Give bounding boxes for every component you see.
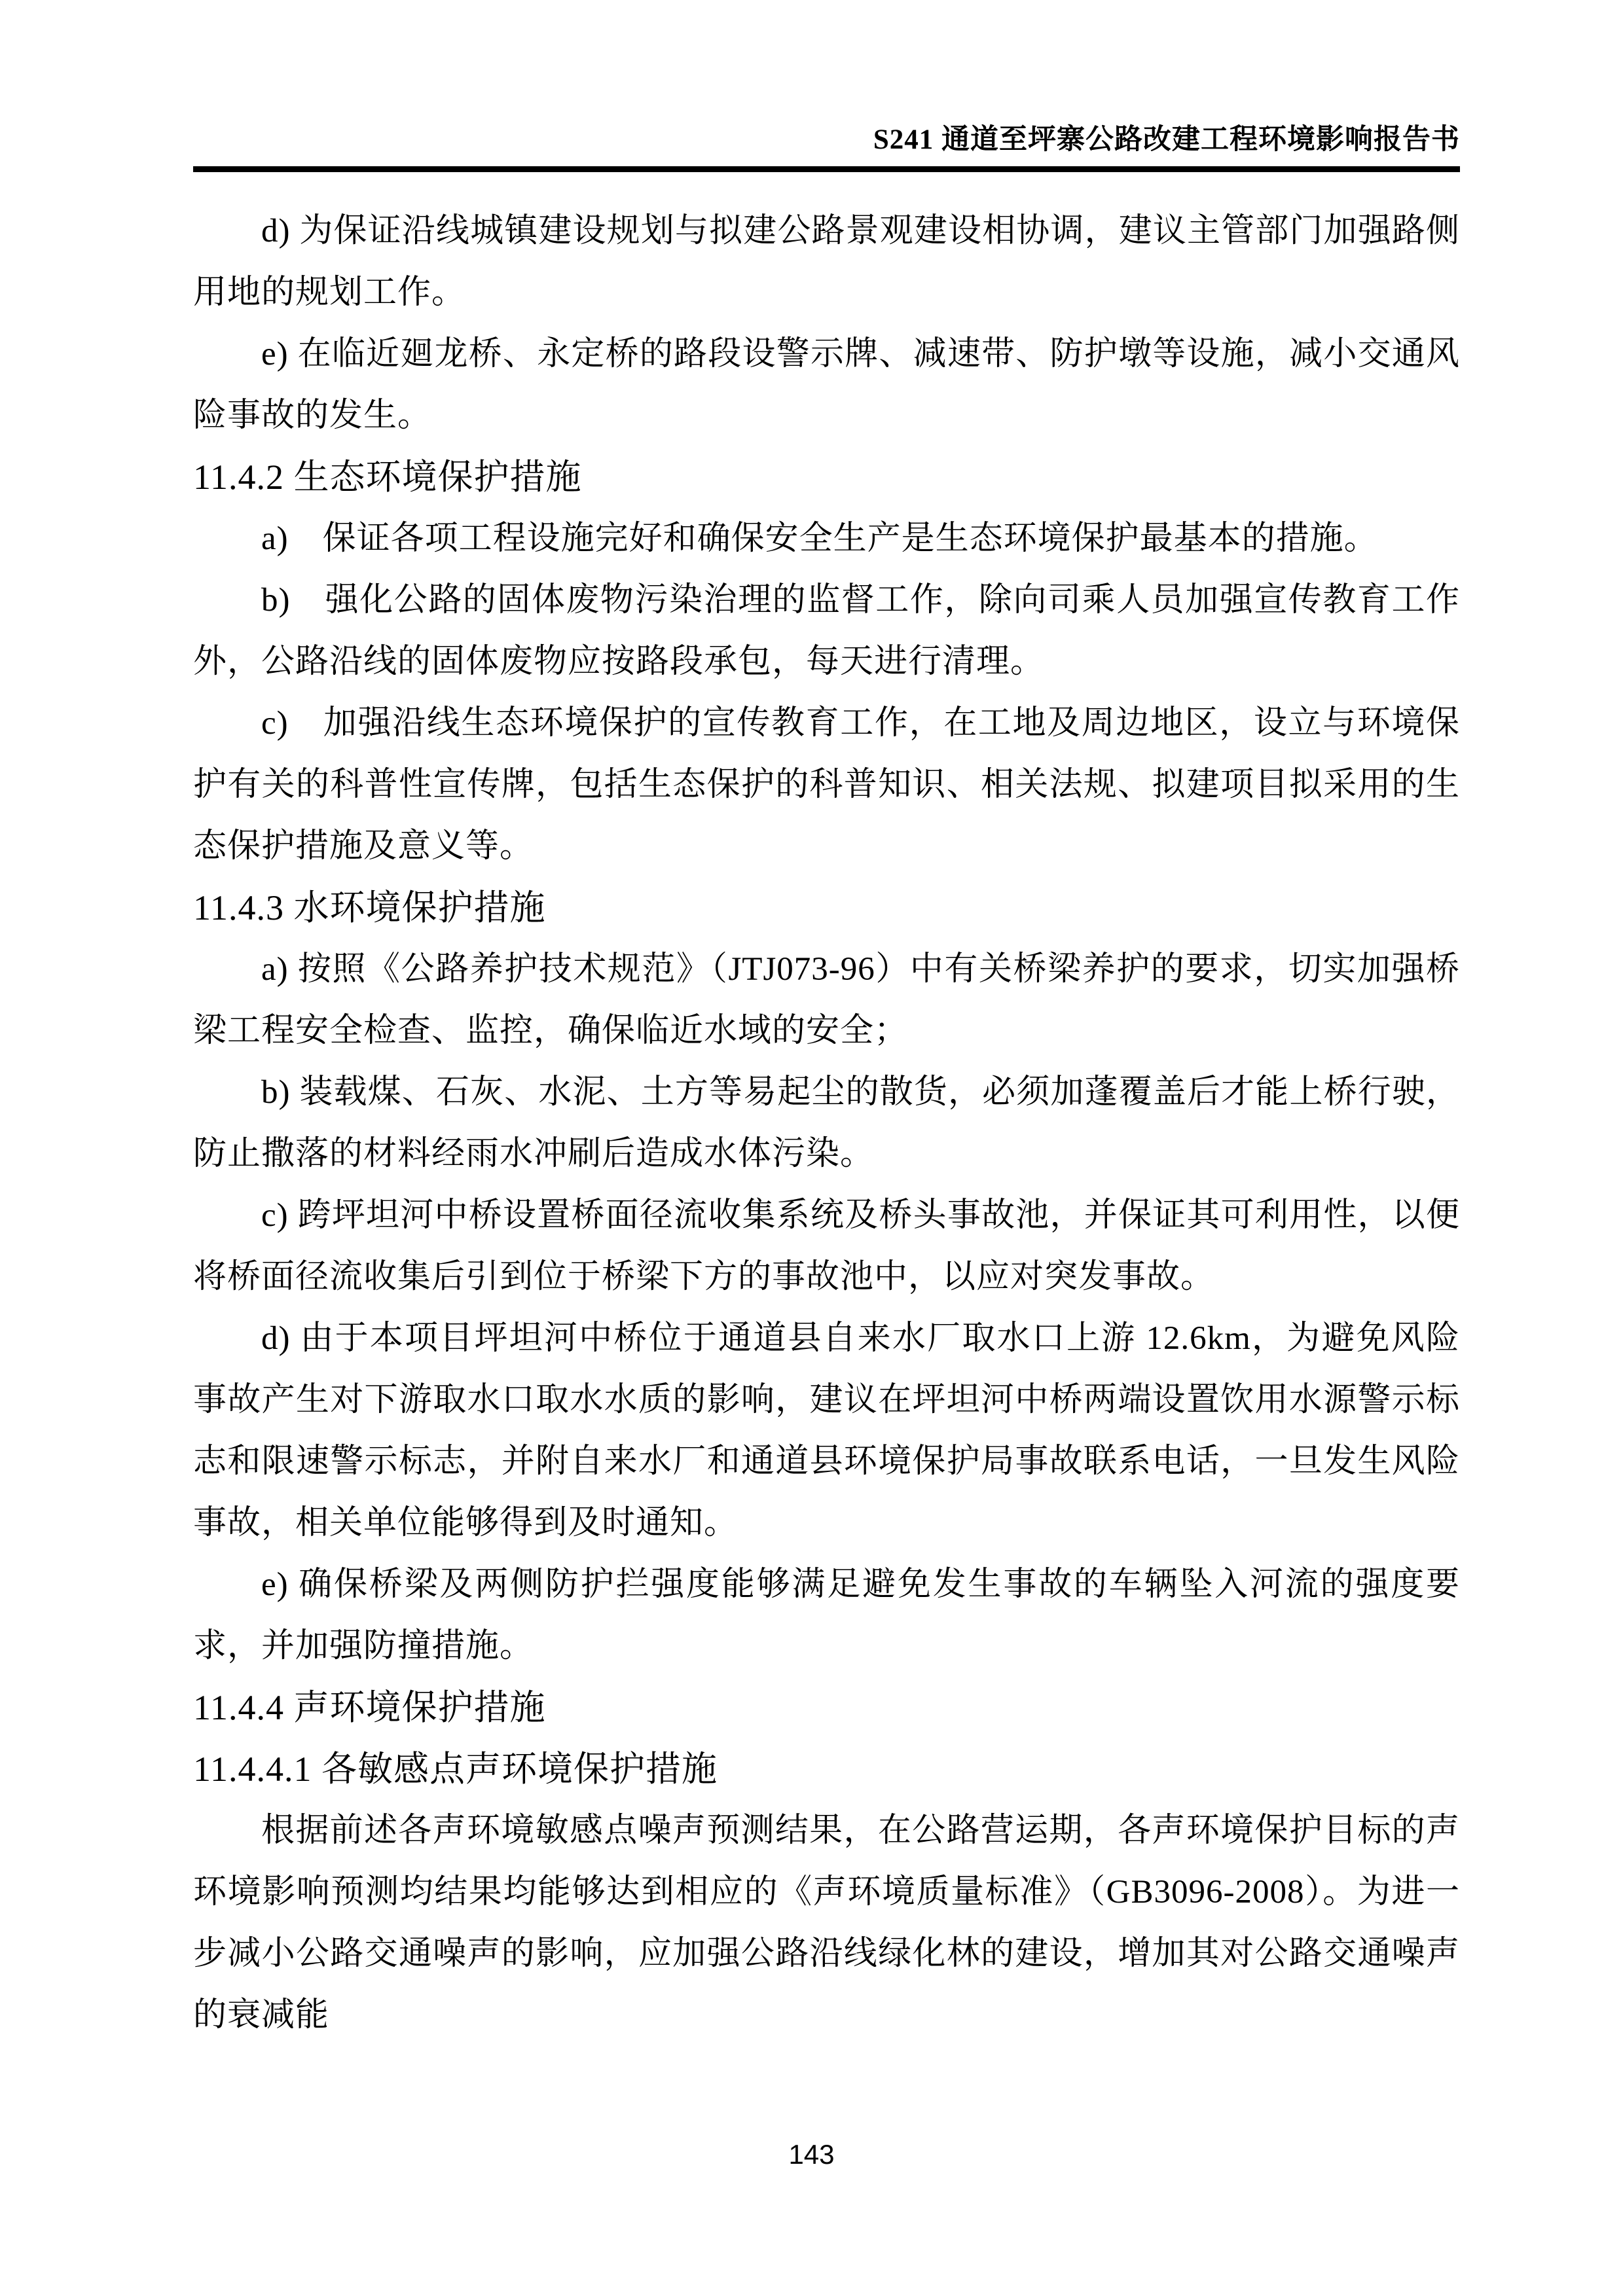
page-header-title: S241 通道至坪寨公路改建工程环境影响报告书 [193,122,1460,172]
section-heading: 11.4.3 水环境保护措施 [193,888,546,927]
body-paragraph: e) 在临近廻龙桥、永定桥的路段设警示牌、减速带、防护墩等设施，减小交通风险事故的发生。 [193,336,1460,434]
body-paragraph: d) 由于本项目坪坦河中桥位于通道县自来水厂取水口上游 12.6km，为避免风险事故产生对下游取水口取水水质的影响，建议在坪坦河中桥两端设置饮用水源警示标志和限速警示标志，并附自来水厂和通道县环境保护局事故联系电话，一旦发生风险事故，相关单位能够得到及时通知。 [193,1320,1460,1541]
body-paragraph: b) 装载煤、石灰、水泥、土方等易起尘的散货，必须加蓬覆盖后才能上桥行驶，防止撒落的材料经雨水冲刷后造成水体污染。 [193,1074,1460,1172]
page-number: 143 [788,2139,835,2170]
body-paragraph: 根据前述各声环境敏感点噪声预测结果，在公路营运期，各声环境保护目标的声环境影响预测均结果均能够达到相应的《声环境质量标准》（GB3096-2008）。为进一步减小公路交通噪声的影响，应加强公路沿线绿化林的建设，增加其对公路交通噪声的衰减能 [193,1812,1460,2034]
section-heading: 11.4.4 声环境保护措施 [193,1688,546,1727]
section-heading: 11.4.4.1 各敏感点声环境保护措施 [193,1749,718,1789]
body-paragraph: c) 跨坪坦河中桥设置桥面径流收集系统及桥头事故池，并保证其可利用性，以便将桥面径流收集后引到位于桥梁下方的事故池中，以应对突发事故。 [193,1197,1460,1295]
document-body [193,200,1460,2046]
body-paragraph: c) 加强沿线生态环境保护的宣传教育工作，在工地及周边地区，设立与环境保护有关的科普性宣传牌，包括生态保护的科普知识、相关法规、拟建项目拟采用的生态保护措施及意义等。 [193,705,1460,865]
body-paragraph: a) 按照《公路养护技术规范》（JTJ073-96）中有关桥梁养护的要求，切实加强桥梁工程安全检查、监控，确保临近水域的安全； [193,951,1460,1049]
body-paragraph: e) 确保桥梁及两侧防护拦强度能够满足避免发生事故的车辆坠入河流的强度要求，并加强防撞措施。 [193,1566,1460,1664]
body-paragraph: a) 保证各项工程设施完好和确保安全生产是生态环境保护最基本的措施。 [261,520,1378,557]
body-paragraph: b) 强化公路的固体废物污染治理的监督工作，除向司乘人员加强宣传教育工作外，公路沿线的固体废物应按路段承包，每天进行清理。 [193,582,1460,680]
section-heading: 11.4.2 生态环境保护措施 [193,457,582,497]
body-paragraph: d) 为保证沿线城镇建设规划与拟建公路景观建设相协调，建议主管部门加强路侧用地的规划工作。 [193,213,1460,311]
